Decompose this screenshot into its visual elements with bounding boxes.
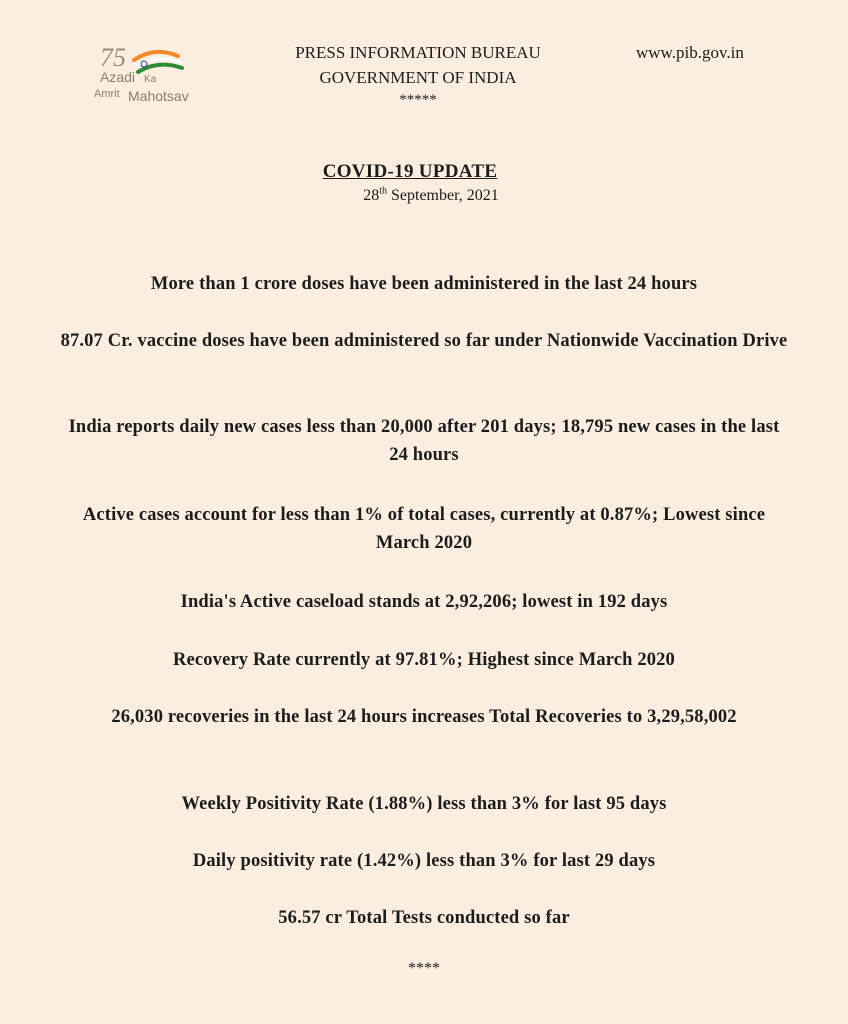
azadi-ka-amrit-mahotsav-logo — [94, 42, 204, 108]
date-suffix: th — [379, 185, 387, 197]
logo-text-mahotsav: Mahotsav — [128, 88, 189, 104]
headline-6: Recovery Rate currently at 97.81%; Highest since March 2020 — [173, 650, 675, 670]
page-title: COVID-19 UPDATE — [322, 161, 498, 182]
logo-text-ka: Ka — [144, 74, 157, 85]
press-header — [268, 40, 568, 110]
headline-4: Active cases account for less than 1% of total cases, currently at 0.87%; Lowest since March 2020 — [82, 505, 766, 553]
logo-number: 75 — [100, 43, 126, 72]
headline-3: India reports daily new cases less than 20,000 after 201 days; 18,795 new cases in the last 24 hours — [68, 417, 780, 465]
headline-5: India's Active caseload stands at 2,92,206; lowest in 192 days — [180, 592, 668, 612]
logo-text-amrit: Amrit — [94, 88, 120, 100]
headline-1: More than 1 crore doses have been administered in the last 24 hours — [150, 274, 698, 294]
date-rest: September, 2021 — [387, 187, 499, 204]
headline-10: 56.57 cr Total Tests conducted so far — [278, 908, 570, 928]
website-link[interactable]: www.pib.gov.in — [636, 43, 744, 62]
release-date — [0, 184, 820, 208]
government-name: GOVERNMENT OF INDIA — [319, 68, 517, 87]
headline-2: 87.07 Cr. vaccine doses have been administered so far under Nationwide Vaccination Drive — [60, 331, 788, 351]
header-stars: ***** — [399, 92, 437, 108]
title-block — [0, 160, 820, 208]
headline-7: 26,030 recoveries in the last 24 hours increases Total Recoveries to 3,29,58,002 — [111, 707, 737, 727]
headline-9: Daily positivity rate (1.42%) less than 3% for last 29 days — [192, 851, 656, 871]
bureau-name: PRESS INFORMATION BUREAU — [295, 43, 541, 62]
logo-text-azadi: Azadi — [100, 69, 136, 85]
end-marker: **** — [408, 960, 440, 977]
date-day: 28 — [363, 187, 380, 204]
headline-8: Weekly Positivity Rate (1.88%) less than 3% for last 95 days — [181, 794, 667, 814]
